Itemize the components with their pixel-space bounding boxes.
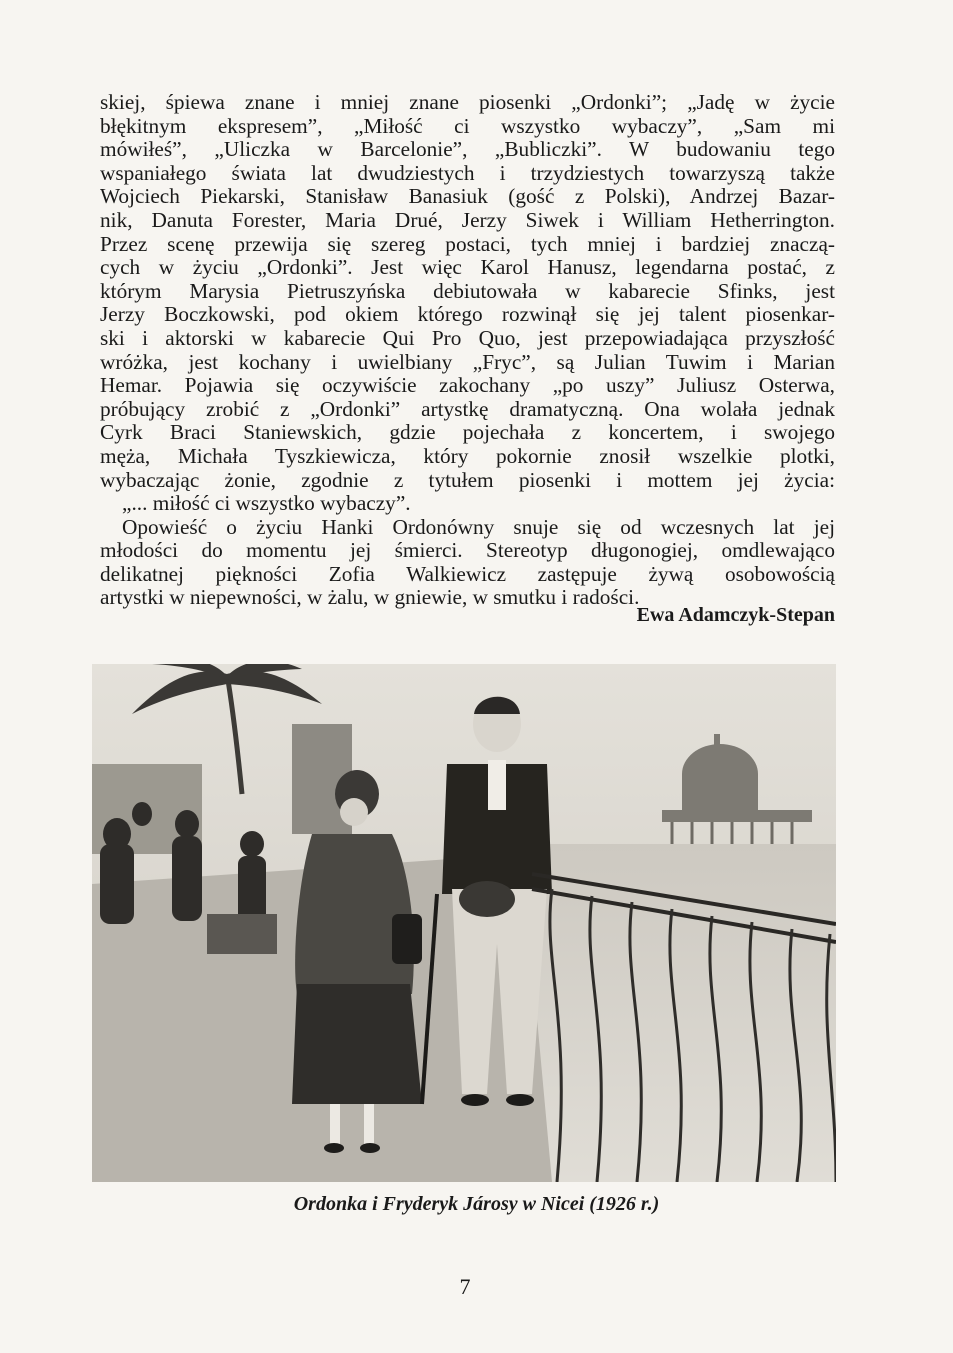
historical-photo	[92, 664, 836, 1182]
photo-caption: Ordonka i Fryderyk Járosy w Nicei (1926 r.)	[293, 1193, 660, 1215]
text-line: artystki w niepewności, w żalu, w gniewie, w smutku i radości.	[100, 585, 640, 610]
text-line: próbujący zrobić z „Ordonki” artystkę dramatyczną. Ona wolała jednak	[100, 396, 835, 421]
text-line: męża, Michała Tyszkiewicza, który pokornie znosił wszelkie plotki,	[100, 443, 835, 468]
text-line: wróżka, jest kochany i uwielbiany „Fryc”, są Julian Tuwim i Marian	[100, 349, 835, 374]
text-line: nik, Danuta Forester, Maria Drué, Jerzy Siwek i William Hetherrington.	[100, 207, 835, 232]
text-line: Opowieść o życiu Hanki Ordonówny snuje się od wczesnych lat jej	[122, 514, 835, 539]
article-text	[100, 91, 835, 610]
text-line: błękitnym ekspresem”, „Miłość ci wszystko wybaczy”, „Sam mi	[100, 113, 835, 138]
page-number: 7	[459, 1274, 471, 1299]
author-signature: Ewa Adamczyk-Stepan	[636, 604, 835, 626]
text-line: wspaniałego świata lat dwudziestych i trzydziestych towarzyszą także	[100, 160, 835, 185]
text-line: skiej, śpiewa znane i mniej znane piosenki „Ordonki”; „Jadę w życie	[100, 90, 835, 114]
text-line: delikatnej piękności Zofia Walkiewicz zastępuje żywą osobowością	[100, 561, 835, 586]
text-line: „... miłość ci wszystko wybaczy”.	[122, 491, 411, 516]
text-line: Jerzy Boczkowski, pod okiem którego rozwinął się jej talent piosenkar-	[100, 302, 835, 327]
text-line: Wojciech Piekarski, Stanisław Banasiuk (gość z Polski), Andrzej Bazar-	[100, 184, 835, 209]
paragraph-1	[100, 91, 835, 516]
text-line: młodości do momentu jej śmierci. Stereotyp długonogiej, omdlewająco	[100, 538, 835, 563]
text-line: Hemar. Pojawia się oczywiście zakochany „po uszy” Juliusz Osterwa,	[100, 373, 835, 398]
text-line: Przez scenę przewija się szereg postaci, tych mniej i bardziej znaczą-	[100, 231, 835, 256]
paragraph-2	[100, 516, 835, 610]
text-line: cych w życiu „Ordonki”. Jest więc Karol Hanusz, legendarna postać, z	[100, 255, 835, 280]
text-line: którym Marysia Pietruszyńska debiutowała w kabarecie Sfinks, jest	[100, 278, 835, 303]
text-line: ski i aktorski w kabarecie Qui Pro Quo, jest przepowiadająca przyszłość	[100, 325, 835, 350]
text-line: mówiłeś”, „Uliczka w Barcelonie”, „Bubliczki”. W budowaniu tego	[100, 137, 835, 162]
text-line: Cyrk Braci Staniewskich, gdzie pojechała z koncertem, i swojego	[100, 420, 835, 445]
photo-illustration	[92, 664, 836, 1182]
text-line: wybaczając żonie, zgodnie z tytułem piosenki i mottem jej życia:	[100, 467, 835, 492]
